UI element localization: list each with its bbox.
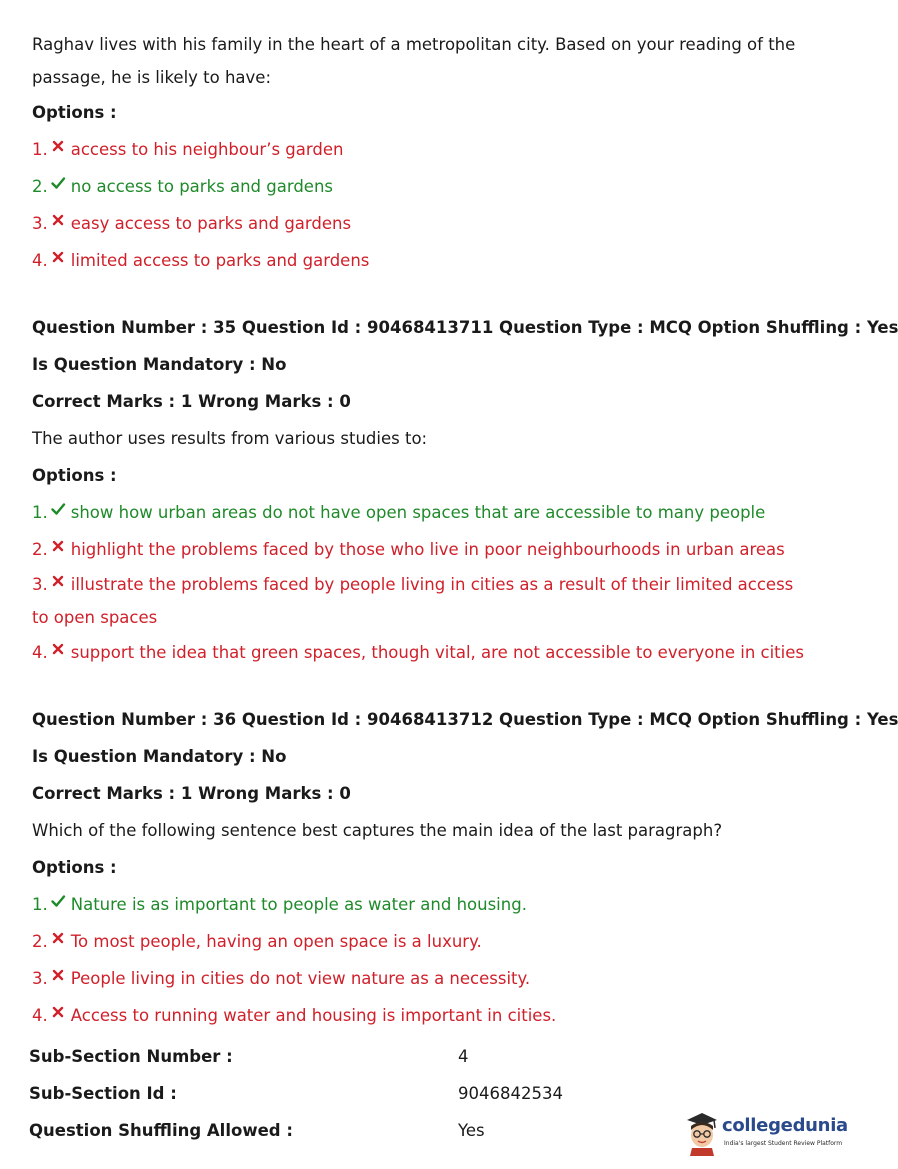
option-number: 2. <box>32 177 48 196</box>
option-number: 1. <box>32 895 48 914</box>
q34-options-label: Options : <box>32 103 117 122</box>
option-number: 4. <box>32 643 48 662</box>
check-icon <box>51 176 65 190</box>
q35-header: Question Number : 35 Question Id : 90468413711 Question Type : MCQ Option Shuffling : Yes <box>32 318 898 337</box>
option-text: To most people, having an open space is a luxury. <box>70 932 482 951</box>
option-number: 3. <box>32 969 48 988</box>
q36-header: Question Number : 36 Question Id : 90468413712 Question Type : MCQ Option Shuffling : Yes <box>32 710 898 729</box>
q34-option-2 <box>32 168 802 205</box>
cross-icon <box>51 213 65 227</box>
q36-option-1 <box>32 886 802 923</box>
option-text: support the idea that green spaces, though vital, are not accessible to everyone in cities <box>70 643 804 662</box>
logo-brand: collegedunia <box>722 1115 848 1136</box>
collegedunia-logo <box>684 1110 848 1158</box>
cross-icon <box>51 1005 65 1019</box>
question-paper <box>32 28 898 1034</box>
option-number: 3. <box>32 575 48 594</box>
question-shuffling-label: Question Shuffling Allowed : <box>29 1121 293 1140</box>
subsection-id-value: 9046842534 <box>458 1084 563 1103</box>
q34-option-1 <box>32 131 802 168</box>
q35-stem: The author uses results from various studies to: <box>32 429 428 448</box>
q36-mandatory: Is Question Mandatory : No <box>32 747 287 766</box>
q36-marks: Correct Marks : 1 Wrong Marks : 0 <box>32 784 351 803</box>
option-text: Nature is as important to people as water and housing. <box>70 895 527 914</box>
q35-options-label: Options : <box>32 466 117 485</box>
option-text: limited access to parks and gardens <box>70 251 370 270</box>
option-number: 1. <box>32 140 48 159</box>
option-text: access to his neighbour’s garden <box>70 140 344 159</box>
q35-option-3 <box>32 568 802 634</box>
option-text: Access to running water and housing is important in cities. <box>70 1006 557 1025</box>
option-number: 4. <box>32 251 48 270</box>
q34-option-4 <box>32 242 802 279</box>
option-text: show how urban areas do not have open spaces that are accessible to many people <box>70 503 766 522</box>
question-separator <box>32 279 802 309</box>
option-number: 1. <box>32 503 48 522</box>
q35-marks: Correct Marks : 1 Wrong Marks : 0 <box>32 392 351 411</box>
mascot-icon <box>684 1110 720 1156</box>
question-separator <box>32 671 802 701</box>
question-shuffling-value: Yes <box>458 1121 485 1140</box>
option-number: 2. <box>32 932 48 951</box>
cross-icon <box>51 968 65 982</box>
cross-icon <box>51 931 65 945</box>
cross-icon <box>51 139 65 153</box>
option-text: highlight the problems faced by those who live in poor neighbourhoods in urban areas <box>70 540 785 559</box>
q35-option-4 <box>32 634 802 671</box>
subsection-id-label: Sub-Section Id : <box>29 1084 177 1103</box>
q36-options-label: Options : <box>32 858 117 877</box>
q36-option-4 <box>32 997 802 1034</box>
option-number: 2. <box>32 540 48 559</box>
q36-stem: Which of the following sentence best captures the main idea of the last paragraph? <box>32 821 723 840</box>
option-number: 3. <box>32 214 48 233</box>
cross-icon <box>51 574 65 588</box>
q34-stem: Raghav lives with his family in the heart of a metropolitan city. Based on your reading of the passage, he is likely to have: <box>32 35 796 87</box>
cross-icon <box>51 642 65 656</box>
option-text: no access to parks and gardens <box>70 177 334 196</box>
cross-icon <box>51 250 65 264</box>
q36-option-2 <box>32 923 802 960</box>
q36-option-3 <box>32 960 802 997</box>
cross-icon <box>51 539 65 553</box>
q35-mandatory: Is Question Mandatory : No <box>32 355 287 374</box>
logo-tagline: India's largest Student Review Platform <box>724 1140 843 1147</box>
option-text: People living in cities do not view nature as a necessity. <box>70 969 531 988</box>
q34-option-3 <box>32 205 802 242</box>
check-icon <box>51 894 65 908</box>
option-text: easy access to parks and gardens <box>70 214 352 233</box>
subsection-number-label: Sub-Section Number : <box>29 1047 233 1066</box>
option-number: 4. <box>32 1006 48 1025</box>
check-icon <box>51 502 65 516</box>
subsection-number-value: 4 <box>458 1047 469 1066</box>
q35-option-1 <box>32 494 802 531</box>
q35-option-2 <box>32 531 802 568</box>
option-text: illustrate the problems faced by people living in cities as a result of their limited access to open spaces <box>32 575 794 627</box>
